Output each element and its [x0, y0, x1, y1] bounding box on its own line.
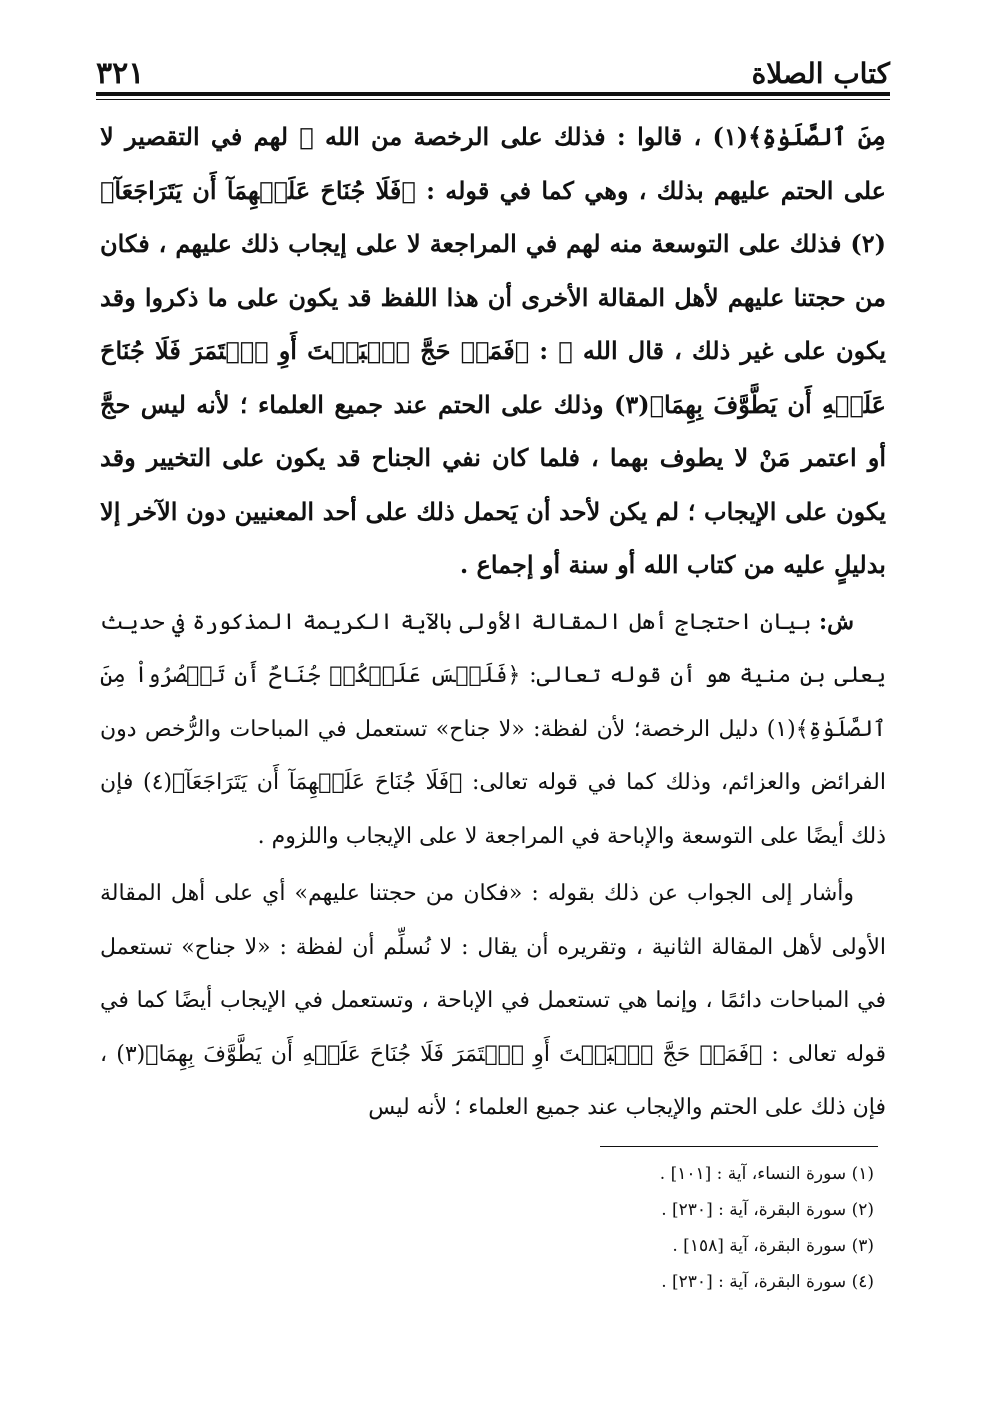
footnote: (١) سورة النساء، آية : [١٠١] . [659, 1164, 874, 1184]
footnotes [474, 1156, 874, 1300]
footnote: (٤) سورة البقرة، آية : [٢٣٠] . [661, 1272, 874, 1292]
running-header [96, 38, 890, 90]
page-number: ٣٢١ [96, 56, 145, 91]
footnote: (٣) سورة البقرة، آية [١٥٨] . [672, 1236, 874, 1256]
main-text [100, 110, 886, 1135]
header-rule-thick [96, 92, 890, 96]
footnote-rule [600, 1146, 878, 1147]
sharh-marker: ش: [819, 608, 854, 635]
commentary-paragraph: وأشار إلى الجواب عن ذلك بقوله : «فكان من حجتنا عليهم» أي على أهل المقالة الأولى لأهل المقالة الثانية ، وتقريره أن يقال : لا نُسلِّم أن لفظة : «لا جناح» تستعمل في المباحات دائمًا ، وإنما هي تستعمل في الإباحة ، وتستعمل في الإيجاب أيضًا كما في قوله تعالى : ﴿فَمَنۡ حَجَّ ٱلۡبَيۡتَ أَوِ ٱعۡتَمَرَ فَلَا جُنَاحَ عَلَيۡهِ أَن يَطَّوَّفَ بِهِمَا﴾(٣) ، فإن ذلك على الحتم والإيجاب عند جميع العلماء ؛ لأنه ليس [100, 881, 886, 1120]
footnote: (٢) سورة البقرة، آية : [٢٣٠] . [661, 1200, 874, 1220]
sharh-paragraph [100, 596, 886, 864]
sharh-text: بيان احتجاج أهل المقالة الأولى بالآية الكريمة المذكورة في حديث يعلى بن منية هو أن قوله تعالى: ﴿فَلَيۡسَ عَلَيۡكُمۡ جُنَاحٌ أَن تَقۡصُرُواْ مِنَ ٱلصَّلَوٰةِ﴾(١) دليل الرخصة؛ لأن لفظة: «لا جناح» تستعمل في المباحات والرُّخص دون الفرائض والعزائم، وذلك كما في قوله تعالى: ﴿فَلَا جُنَاحَ عَلَيۡهِمَآ أَن يَتَرَاجَعَآ﴾(٤) فإن ذلك أيضًا على التوسعة والإباحة في المراجعة لا على الإيجاب واللزوم . [100, 609, 886, 849]
matn-paragraph: مِنَ ٱلصَّلَوٰةِ﴾(١) ، قالوا : فذلك على الرخصة من الله ﷻ لهم في التقصير لا على الحتم عليهم بذلك ، وهي كما في قوله : ﴿فَلَا جُنَاحَ عَلَيۡهِمَآ أَن يَتَرَاجَعَآ﴾(٢) فذلك على التوسعة منه لهم في المراجعة لا على إيجاب ذلك عليهم ، فكان من حجتنا عليهم لأهل المقالة الأخرى أن هذا اللفظ قد يكون على ما ذكروا وقد يكون على غير ذلك ، قال الله ﷻ : ﴿فَمَنۡ حَجَّ ٱلۡبَيۡتَ أَوِ ٱعۡتَمَرَ فَلَا جُنَاحَ عَلَيۡهِ أَن يَطَّوَّفَ بِهِمَا﴾(٣) وذلك على الحتم عند جميع العلماء ؛ لأنه ليس حجَّ أو اعتمر مَنْ لا يطوف بهما ، فلما كان نفي الجناح قد يكون على التخيير وقد يكون على الإيجاب ؛ لم يكن لأحد أن يَحمل ذلك على أحد المعنيين دون الآخر إلا بدليلٍ عليه من كتاب الله أو سنة أو إجماع . [100, 122, 887, 579]
chapter-title: كتاب الصلاة [751, 57, 890, 91]
header-rule-thin [96, 99, 890, 100]
